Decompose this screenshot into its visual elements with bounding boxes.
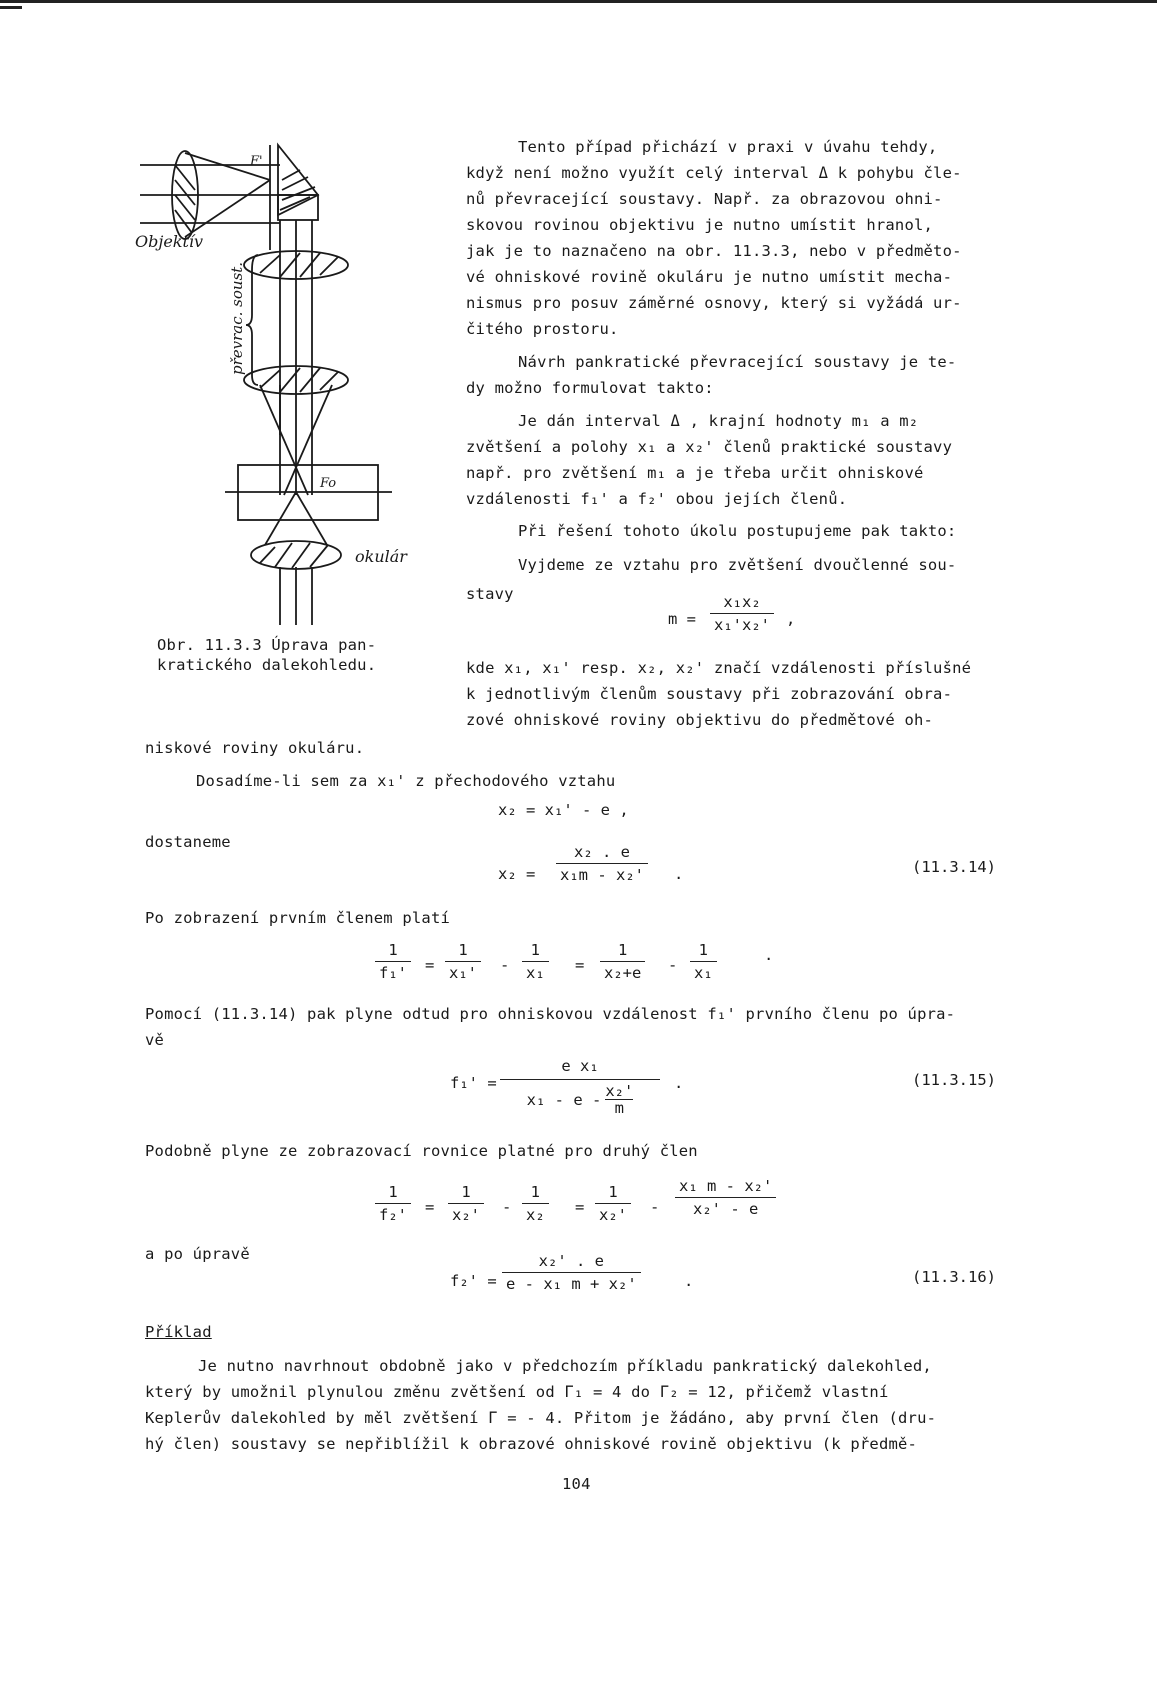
example-heading: Příklad [145, 1323, 212, 1341]
text-line: niskové roviny okuláru. [145, 739, 365, 757]
label-eyepiece: okulár [355, 547, 407, 566]
text-line: Tento případ přichází v praxi v úvahu tehdy, [518, 138, 938, 156]
eq-m-lhs: m = [668, 610, 696, 628]
eq16-fraction [502, 1251, 641, 1294]
text-line: Dosadíme-li sem za x₁' z přechodového vztahu [196, 772, 616, 790]
text-line: čitého prostoru. [466, 320, 619, 338]
term-num: 1 [530, 1183, 540, 1201]
term-den: x₂' [452, 1206, 480, 1224]
eq-first-term [375, 940, 411, 983]
eq14-fraction [556, 842, 648, 885]
text-line: vzdálenosti f₁' a f₂' obou jejích členů. [466, 490, 848, 508]
eq14-lhs: x₂ = [498, 865, 536, 883]
text-line: stavy [466, 585, 514, 603]
top-border-line [0, 0, 1157, 3]
eq-second-term [448, 1182, 484, 1225]
eq-second-term [595, 1182, 631, 1225]
text-line: dostaneme [145, 833, 231, 851]
text-line: k jednotlivým členům soustavy při zobrazování obra- [466, 685, 953, 703]
term-num: 1 [461, 1183, 471, 1201]
text-line: kde x₁, x₁' resp. x₂, x₂' značí vzdálenosti příslušné [466, 659, 972, 677]
eq16-tail: . [684, 1272, 694, 1290]
eq15-den-part: x₁ - e - [526, 1090, 602, 1109]
text-line: zové ohniskové roviny objektivu do předmětové oh- [466, 711, 934, 729]
text-line: Po zobrazení prvním členem platí [145, 909, 451, 927]
text-line: Keplerův dalekohled by měl zvětšení Γ = - 4. Přitom je žádáno, aby první člen (dru- [145, 1409, 937, 1427]
eq-second-term [675, 1176, 776, 1219]
text-line: nismus pro posuv záměrné osnovy, který si vyžádá ur- [466, 294, 962, 312]
text-line: zvětšení a polohy x₁ a x₂' členů praktické soustavy [466, 438, 953, 456]
eq-first-term [522, 940, 549, 983]
equation-number: (11.3.15) [912, 1071, 996, 1089]
eq-m-fraction [710, 592, 774, 635]
term-den: x₁' [449, 964, 477, 982]
text-line: Podobně plyne ze zobrazovací rovnice platné pro druhý člen [145, 1142, 698, 1160]
eq-second-term [522, 1182, 549, 1225]
text-line: Vyjdeme ze vztahu pro zvětšení dvoučlenné sou- [518, 556, 957, 574]
text-line: např. pro zvětšení m₁ a je třeba určit ohniskové [466, 464, 924, 482]
eq15-num: e x₁ [561, 1057, 599, 1075]
term-den: x₁ [694, 964, 713, 982]
text-line: Při řešení tohoto úkolu postupujeme pak takto: [518, 522, 957, 540]
equation-number: (11.3.16) [912, 1268, 996, 1286]
term-den: x₂' - e [693, 1200, 759, 1218]
eq14-den: x₁m - x₂' [560, 866, 644, 884]
text-line: když není možno využít celý interval Δ k pohybu čle- [466, 164, 962, 182]
figure-caption-line1: Obr. 11.3.3 Úprava pan- [157, 636, 377, 654]
text-line: hý člen) soustavy se nepřiblížil k obrazové ohniskové rovině objektivu (k předmě- [145, 1435, 918, 1453]
eq-first-term [445, 940, 481, 983]
equation-number: (11.3.14) [912, 858, 996, 876]
text-line: vé ohniskové rovině okuláru je nutno umístit mecha- [466, 268, 953, 286]
text-line: dy možno formulovat takto: [466, 379, 714, 397]
term-den: f₁' [379, 964, 407, 982]
text-line: vě [145, 1031, 165, 1049]
eq16-num: x₂' . e [538, 1252, 604, 1270]
term-den: x₁ [526, 964, 545, 982]
term-num: x₁ m - x₂' [679, 1177, 773, 1195]
text-line: nů převracející soustavy. Např. za obrazovou ohni- [466, 190, 943, 208]
eq-m-num: x₁x₂ [723, 593, 761, 611]
term-den: x₂+e [604, 964, 642, 982]
label-objective: Objektív [135, 232, 204, 251]
text-line: který by umožnil plynulou změnu zvětšení od Γ₁ = 4 do Γ₂ = 12, přičemž vlastní [145, 1383, 889, 1401]
eq-m-tail: , [786, 610, 796, 628]
eq16-den: e - x₁ m + x₂' [506, 1275, 637, 1293]
text-line: Je nutno navrhnout obdobně jako v předchozím příkladu pankratický dalekohled, [198, 1357, 932, 1375]
figure-caption-line2: kratického dalekohledu. [157, 656, 377, 674]
label-fo: Fo [320, 476, 337, 491]
text-line: Návrh pankratické převracející soustavy je te- [518, 353, 957, 371]
eq14-tail: . [674, 865, 684, 883]
eq15-lhs: f₁' = [450, 1074, 497, 1092]
term-num: 1 [698, 941, 708, 959]
eq-m-den: x₁'x₂' [714, 616, 770, 634]
label-relay-system: převrac. soust. [228, 261, 246, 375]
eq-first-term [600, 940, 645, 983]
label-fp: F' [250, 154, 263, 169]
text-line: jak je to naznačeno na obr. 11.3.3, nebo v předměto- [466, 242, 962, 260]
eq16-lhs: f₂' = [450, 1272, 497, 1290]
eq14-num: x₂ . e [574, 843, 630, 861]
eq15-den-frac-den: m [614, 1099, 624, 1117]
term-num: 1 [617, 941, 628, 959]
text-line: skovou rovinou objektivu je nutno umístit hranol, [466, 216, 934, 234]
page-number: 104 [562, 1475, 591, 1493]
term-den: x₂ [526, 1206, 545, 1224]
term-num: 1 [530, 941, 540, 959]
eq-first-term [690, 940, 717, 983]
text-line: a po úpravě [145, 1245, 250, 1263]
optical-diagram [130, 135, 430, 655]
term-den: f₂' [379, 1206, 407, 1224]
eq15-den [527, 1083, 634, 1116]
eq15-den-frac-num: x₂' [605, 1082, 634, 1100]
text-line: Pomocí (11.3.14) pak plyne odtud pro ohniskovou vzdálenost f₁' prvního členu po úpra- [145, 1005, 956, 1023]
term-num: 1 [458, 941, 468, 959]
eq15-fraction [500, 1056, 660, 1116]
term-den: x₂' [599, 1206, 627, 1224]
term-num: 1 [388, 1183, 398, 1201]
eq15-tail: . [674, 1074, 684, 1092]
eq-second-term [375, 1182, 411, 1225]
term-num: 1 [608, 1183, 618, 1201]
eq-transition: x₂ = x₁' - e , [498, 801, 629, 819]
text-line: Je dán interval Δ , krajní hodnoty m₁ a m₂ [518, 412, 919, 430]
corner-mark [0, 6, 22, 9]
term-num: 1 [388, 941, 398, 959]
